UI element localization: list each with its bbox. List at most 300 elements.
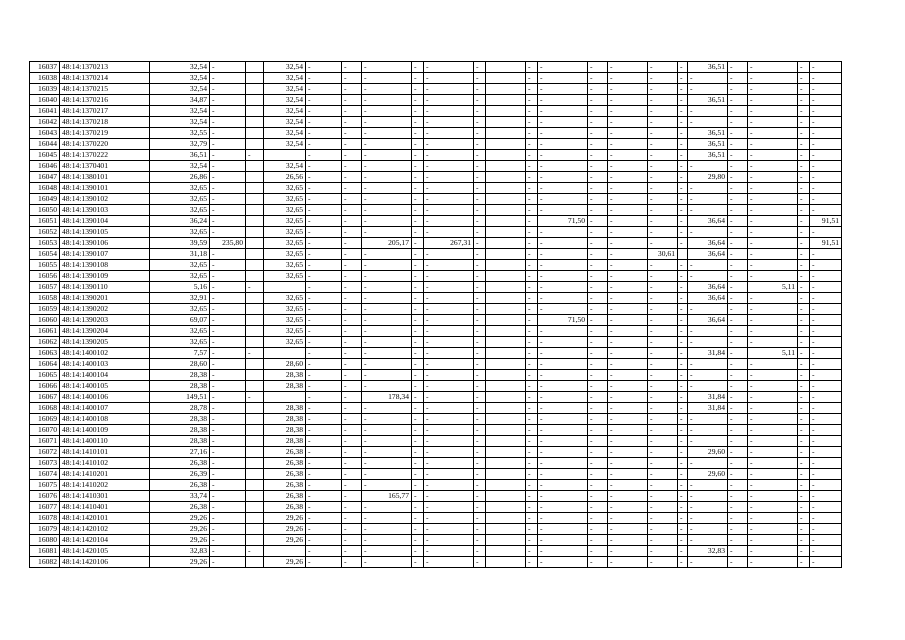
- cell-cadastral-number: 48:14:1370218: [60, 117, 150, 128]
- cell-value-total: 32,54: [150, 161, 210, 172]
- cell-value-col-c: 32,54: [264, 106, 306, 117]
- cell-value-col-d: -: [306, 62, 342, 73]
- cell-value-col-q: -: [688, 227, 728, 238]
- cell-value-col-g: -: [412, 535, 424, 546]
- cell-value-col-f: -: [362, 359, 412, 370]
- cell-value-col-h: -: [424, 271, 474, 282]
- cell-value-col-d: -: [306, 359, 342, 370]
- cell-value-col-d: -: [306, 293, 342, 304]
- cell-value-col-j: [486, 469, 526, 480]
- cell-value-col-l: -: [538, 403, 588, 414]
- cell-value-col-h: -: [424, 326, 474, 337]
- cell-value-col-o: -: [648, 447, 678, 458]
- cell-value-col-q: -: [688, 183, 728, 194]
- cell-value-col-t: -: [798, 150, 810, 161]
- cell-value-col-u: 91,51: [810, 238, 842, 249]
- cell-value-col-p: -: [678, 326, 688, 337]
- cell-value-col-k: -: [526, 73, 538, 84]
- cell-value-col-p: -: [678, 546, 688, 557]
- cell-value-col-i: -: [474, 216, 486, 227]
- cell-value-col-r: -: [728, 227, 748, 238]
- cell-cadastral-number: 48:14:1420106: [60, 557, 150, 568]
- cell-value-col-l: 71,50: [538, 315, 588, 326]
- cell-row-number: 16045: [30, 150, 60, 161]
- cell-value-col-k: -: [526, 271, 538, 282]
- cell-value-col-m: -: [588, 337, 608, 348]
- cell-value-col-o: -: [648, 304, 678, 315]
- cell-value-col-e: -: [342, 238, 362, 249]
- cell-value-col-l: -: [538, 447, 588, 458]
- cell-value-col-r: -: [728, 205, 748, 216]
- cell-value-col-f: -: [362, 249, 412, 260]
- cell-row-number: 16079: [30, 524, 60, 535]
- cell-value-col-n: -: [608, 249, 648, 260]
- cell-value-col-p: -: [678, 260, 688, 271]
- cell-value-col-b: [246, 194, 264, 205]
- cell-value-col-r: -: [728, 84, 748, 95]
- cell-value-col-i: -: [474, 337, 486, 348]
- cell-value-col-e: -: [342, 392, 362, 403]
- cell-value-col-t: -: [798, 106, 810, 117]
- cell-value-col-q: -: [688, 304, 728, 315]
- cell-value-col-k: -: [526, 238, 538, 249]
- cell-value-col-f: -: [362, 348, 412, 359]
- cell-value-col-l: -: [538, 458, 588, 469]
- table-row: [30, 205, 842, 216]
- cell-value-col-o: -: [648, 227, 678, 238]
- cell-value-col-t: -: [798, 84, 810, 95]
- cell-value-col-q: -: [688, 436, 728, 447]
- cell-value-col-q: -: [688, 73, 728, 84]
- table-row: [30, 150, 842, 161]
- cell-value-col-s: -: [748, 249, 798, 260]
- cell-value-col-g: -: [412, 403, 424, 414]
- cell-value-col-a: -: [210, 95, 246, 106]
- cell-value-col-j: [486, 216, 526, 227]
- cell-value-col-d: -: [306, 216, 342, 227]
- cell-value-col-o: -: [648, 161, 678, 172]
- cell-value-col-l: -: [538, 183, 588, 194]
- table-row: [30, 403, 842, 414]
- cell-value-col-f: 178,34: [362, 392, 412, 403]
- cell-value-col-p: -: [678, 447, 688, 458]
- cell-value-col-s: -: [748, 326, 798, 337]
- cell-value-col-n: -: [608, 139, 648, 150]
- cell-value-col-f: -: [362, 458, 412, 469]
- cell-value-col-p: -: [678, 183, 688, 194]
- cell-value-col-o: -: [648, 150, 678, 161]
- cell-value-col-b: -: [246, 348, 264, 359]
- cell-value-col-f: -: [362, 425, 412, 436]
- cell-value-col-j: [486, 73, 526, 84]
- cell-value-col-q: -: [688, 458, 728, 469]
- cell-row-number: 16054: [30, 249, 60, 260]
- cell-value-col-d: -: [306, 117, 342, 128]
- cell-value-col-b: [246, 304, 264, 315]
- cell-value-col-p: -: [678, 150, 688, 161]
- cell-row-number: 16067: [30, 392, 60, 403]
- cell-value-col-r: -: [728, 425, 748, 436]
- cell-row-number: 16044: [30, 139, 60, 150]
- cell-value-col-e: -: [342, 117, 362, 128]
- cell-value-col-h: -: [424, 194, 474, 205]
- cell-value-col-i: -: [474, 469, 486, 480]
- cell-value-total: 26,86: [150, 172, 210, 183]
- table-row: [30, 128, 842, 139]
- cell-value-col-a: -: [210, 249, 246, 260]
- cell-value-col-a: -: [210, 458, 246, 469]
- cell-value-col-s: -: [748, 337, 798, 348]
- cell-value-col-s: -: [748, 414, 798, 425]
- cell-value-col-g: -: [412, 447, 424, 458]
- cell-value-col-u: -: [810, 227, 842, 238]
- cell-value-col-t: -: [798, 73, 810, 84]
- cell-value-col-p: -: [678, 436, 688, 447]
- cell-value-col-s: -: [748, 172, 798, 183]
- cell-value-col-c: 26,38: [264, 469, 306, 480]
- cell-value-col-u: -: [810, 194, 842, 205]
- cell-value-col-b: -: [246, 150, 264, 161]
- cell-value-col-o: -: [648, 128, 678, 139]
- cell-row-number: 16071: [30, 436, 60, 447]
- cell-value-col-i: -: [474, 348, 486, 359]
- cell-value-col-u: -: [810, 150, 842, 161]
- cell-value-col-m: -: [588, 139, 608, 150]
- cell-value-col-d: -: [306, 315, 342, 326]
- cell-value-col-o: -: [648, 414, 678, 425]
- cell-value-col-s: -: [748, 535, 798, 546]
- cell-value-col-s: -: [748, 95, 798, 106]
- cell-value-col-d: -: [306, 392, 342, 403]
- cell-value-col-o: -: [648, 502, 678, 513]
- cell-value-col-f: -: [362, 447, 412, 458]
- cell-value-col-t: -: [798, 381, 810, 392]
- table-row: [30, 106, 842, 117]
- cell-value-total: 5,16: [150, 282, 210, 293]
- cell-value-col-q: 31,84: [688, 403, 728, 414]
- cell-value-col-l: -: [538, 392, 588, 403]
- cell-value-col-o: -: [648, 469, 678, 480]
- cell-value-col-i: -: [474, 502, 486, 513]
- cell-value-col-k: -: [526, 326, 538, 337]
- cell-value-col-d: -: [306, 513, 342, 524]
- cell-value-col-h: -: [424, 370, 474, 381]
- cell-value-col-p: -: [678, 161, 688, 172]
- cell-value-total: 26,38: [150, 480, 210, 491]
- cell-value-col-j: [486, 271, 526, 282]
- cell-value-col-a: -: [210, 227, 246, 238]
- cell-value-col-u: -: [810, 359, 842, 370]
- cell-value-col-r: -: [728, 62, 748, 73]
- cell-value-col-l: -: [538, 128, 588, 139]
- cell-value-col-b: [246, 183, 264, 194]
- cell-value-col-c: 29,26: [264, 513, 306, 524]
- cell-value-col-k: -: [526, 260, 538, 271]
- cell-value-col-p: -: [678, 370, 688, 381]
- cell-value-col-d: -: [306, 425, 342, 436]
- cell-value-col-a: -: [210, 293, 246, 304]
- cell-value-col-a: -: [210, 436, 246, 447]
- cell-value-col-j: [486, 557, 526, 568]
- cell-value-col-h: -: [424, 436, 474, 447]
- cell-value-col-q: -: [688, 425, 728, 436]
- cell-value-col-h: -: [424, 128, 474, 139]
- cell-value-col-a: -: [210, 469, 246, 480]
- cell-value-col-l: -: [538, 370, 588, 381]
- cell-value-col-g: -: [412, 194, 424, 205]
- cell-value-col-n: -: [608, 491, 648, 502]
- cell-value-col-t: -: [798, 139, 810, 150]
- cell-value-col-k: -: [526, 436, 538, 447]
- cell-value-col-q: 29,60: [688, 469, 728, 480]
- cell-value-col-i: -: [474, 282, 486, 293]
- cell-value-col-f: -: [362, 293, 412, 304]
- cell-value-col-t: -: [798, 359, 810, 370]
- cell-value-col-r: -: [728, 117, 748, 128]
- cell-row-number: 16066: [30, 381, 60, 392]
- cell-value-col-q: -: [688, 194, 728, 205]
- cell-value-col-i: -: [474, 447, 486, 458]
- cell-value-col-d: -: [306, 491, 342, 502]
- table-row: [30, 95, 842, 106]
- cell-value-col-m: -: [588, 128, 608, 139]
- cell-value-col-o: -: [648, 84, 678, 95]
- cell-value-col-c: 32,65: [264, 238, 306, 249]
- cell-value-col-m: -: [588, 414, 608, 425]
- cell-value-col-i: -: [474, 370, 486, 381]
- cell-value-col-q: -: [688, 524, 728, 535]
- cell-value-col-m: -: [588, 425, 608, 436]
- cell-value-col-b: [246, 271, 264, 282]
- cell-value-col-j: [486, 535, 526, 546]
- cell-value-col-g: -: [412, 183, 424, 194]
- cell-value-col-k: -: [526, 227, 538, 238]
- cell-value-col-n: -: [608, 128, 648, 139]
- cell-value-col-b: [246, 238, 264, 249]
- cell-value-col-d: -: [306, 84, 342, 95]
- cell-value-col-p: -: [678, 403, 688, 414]
- cell-value-total: 32,54: [150, 117, 210, 128]
- cell-value-col-u: -: [810, 205, 842, 216]
- cell-value-col-m: -: [588, 524, 608, 535]
- cell-value-col-i: -: [474, 524, 486, 535]
- cell-value-col-n: -: [608, 260, 648, 271]
- cell-value-col-p: -: [678, 84, 688, 95]
- cell-value-col-s: -: [748, 139, 798, 150]
- cell-value-col-o: -: [648, 403, 678, 414]
- cell-value-col-f: -: [362, 106, 412, 117]
- cell-value-col-e: -: [342, 161, 362, 172]
- cell-value-col-q: 36,64: [688, 315, 728, 326]
- cell-value-col-i: -: [474, 172, 486, 183]
- cell-value-col-i: -: [474, 381, 486, 392]
- cell-value-col-e: -: [342, 205, 362, 216]
- cell-value-col-a: -: [210, 546, 246, 557]
- cell-value-col-a: -: [210, 392, 246, 403]
- cell-value-col-u: -: [810, 95, 842, 106]
- cell-value-col-j: [486, 150, 526, 161]
- cell-value-col-b: [246, 436, 264, 447]
- cell-value-total: 32,83: [150, 546, 210, 557]
- cell-value-col-t: -: [798, 304, 810, 315]
- cell-value-col-t: -: [798, 128, 810, 139]
- cell-value-col-u: -: [810, 348, 842, 359]
- cell-value-col-b: [246, 84, 264, 95]
- cell-value-col-a: -: [210, 62, 246, 73]
- cell-value-col-q: 36,51: [688, 128, 728, 139]
- cell-value-col-b: [246, 172, 264, 183]
- cell-value-col-o: -: [648, 436, 678, 447]
- cell-value-col-s: -: [748, 546, 798, 557]
- cell-value-col-m: -: [588, 436, 608, 447]
- cell-value-col-i: -: [474, 535, 486, 546]
- cell-value-col-g: -: [412, 458, 424, 469]
- cell-value-col-i: -: [474, 392, 486, 403]
- cell-value-col-q: -: [688, 502, 728, 513]
- cell-value-col-c: 32,65: [264, 315, 306, 326]
- cell-value-col-m: -: [588, 469, 608, 480]
- cell-value-col-p: -: [678, 293, 688, 304]
- table-row: [30, 249, 842, 260]
- cell-value-col-m: -: [588, 326, 608, 337]
- cell-value-col-n: -: [608, 425, 648, 436]
- cell-value-col-f: -: [362, 117, 412, 128]
- cell-value-col-h: -: [424, 293, 474, 304]
- cell-value-col-j: [486, 447, 526, 458]
- cell-row-number: 16070: [30, 425, 60, 436]
- cell-value-col-u: -: [810, 139, 842, 150]
- cell-row-number: 16052: [30, 227, 60, 238]
- cell-value-col-h: -: [424, 392, 474, 403]
- cell-cadastral-number: 48:14:1400103: [60, 359, 150, 370]
- cell-value-col-q: -: [688, 161, 728, 172]
- cell-value-col-g: -: [412, 469, 424, 480]
- cell-cadastral-number: 48:14:1410202: [60, 480, 150, 491]
- cell-value-col-o: -: [648, 546, 678, 557]
- cell-value-col-u: -: [810, 73, 842, 84]
- cell-value-col-b: [246, 128, 264, 139]
- cell-value-col-k: -: [526, 524, 538, 535]
- cell-value-col-i: -: [474, 95, 486, 106]
- cell-value-col-d: -: [306, 194, 342, 205]
- cell-value-col-s: -: [748, 117, 798, 128]
- cell-value-col-a: -: [210, 139, 246, 150]
- cell-value-col-b: [246, 205, 264, 216]
- cell-value-col-s: -: [748, 370, 798, 381]
- cell-value-col-c: 29,26: [264, 557, 306, 568]
- cell-row-number: 16048: [30, 183, 60, 194]
- cell-value-col-o: -: [648, 359, 678, 370]
- cell-value-col-j: [486, 381, 526, 392]
- cell-value-col-o: -: [648, 95, 678, 106]
- cell-value-col-l: -: [538, 326, 588, 337]
- cell-value-col-b: [246, 447, 264, 458]
- cell-value-col-q: 31,84: [688, 392, 728, 403]
- cell-value-col-s: -: [748, 271, 798, 282]
- cell-value-col-g: -: [412, 139, 424, 150]
- cell-value-col-r: -: [728, 183, 748, 194]
- cell-value-col-l: -: [538, 469, 588, 480]
- cell-value-col-k: -: [526, 62, 538, 73]
- cell-value-col-i: -: [474, 414, 486, 425]
- cell-value-col-p: -: [678, 469, 688, 480]
- cell-value-col-k: -: [526, 216, 538, 227]
- table-row: [30, 546, 842, 557]
- cell-value-col-e: -: [342, 95, 362, 106]
- cell-value-col-u: -: [810, 128, 842, 139]
- cell-value-col-n: -: [608, 546, 648, 557]
- cell-value-col-f: -: [362, 546, 412, 557]
- cell-value-col-f: -: [362, 205, 412, 216]
- cell-value-total: 36,51: [150, 150, 210, 161]
- cell-value-col-l: -: [538, 282, 588, 293]
- cell-value-col-e: -: [342, 216, 362, 227]
- cell-row-number: 16049: [30, 194, 60, 205]
- cell-value-col-b: [246, 161, 264, 172]
- cell-value-col-j: [486, 403, 526, 414]
- cell-value-total: 32,79: [150, 139, 210, 150]
- cell-value-col-e: -: [342, 447, 362, 458]
- cell-value-col-b: [246, 370, 264, 381]
- cell-value-col-r: -: [728, 150, 748, 161]
- cell-cadastral-number: 48:14:1400102: [60, 348, 150, 359]
- cell-value-col-m: -: [588, 348, 608, 359]
- cell-value-col-t: -: [798, 183, 810, 194]
- cell-value-col-p: -: [678, 392, 688, 403]
- cell-value-col-m: -: [588, 227, 608, 238]
- cell-value-col-t: -: [798, 161, 810, 172]
- cell-value-col-m: -: [588, 315, 608, 326]
- cell-value-col-h: -: [424, 249, 474, 260]
- cell-value-col-l: -: [538, 106, 588, 117]
- cell-value-col-l: -: [538, 491, 588, 502]
- cell-value-col-t: -: [798, 293, 810, 304]
- cell-value-col-g: -: [412, 128, 424, 139]
- cell-value-col-p: -: [678, 117, 688, 128]
- cell-value-total: 28,38: [150, 370, 210, 381]
- cell-value-col-i: -: [474, 546, 486, 557]
- cell-value-col-t: -: [798, 524, 810, 535]
- cell-value-col-o: -: [648, 282, 678, 293]
- cell-value-total: 26,39: [150, 469, 210, 480]
- cell-value-col-s: -: [748, 436, 798, 447]
- cell-row-number: 16072: [30, 447, 60, 458]
- cell-cadastral-number: 48:14:1370217: [60, 106, 150, 117]
- cell-value-col-e: -: [342, 403, 362, 414]
- cell-value-col-p: -: [678, 238, 688, 249]
- cell-value-col-u: -: [810, 480, 842, 491]
- cell-value-col-u: -: [810, 282, 842, 293]
- cell-value-col-k: -: [526, 557, 538, 568]
- cell-value-col-e: -: [342, 381, 362, 392]
- cell-value-col-p: -: [678, 73, 688, 84]
- cell-value-col-b: [246, 227, 264, 238]
- cell-value-col-m: -: [588, 480, 608, 491]
- cell-value-col-p: -: [678, 491, 688, 502]
- cell-value-col-n: -: [608, 205, 648, 216]
- cell-value-col-t: -: [798, 370, 810, 381]
- cell-value-col-p: -: [678, 216, 688, 227]
- cell-value-col-b: [246, 326, 264, 337]
- cell-value-col-u: 91,51: [810, 216, 842, 227]
- cell-value-col-h: -: [424, 480, 474, 491]
- cell-value-col-b: [246, 62, 264, 73]
- cell-value-col-s: -: [748, 293, 798, 304]
- cell-value-col-o: -: [648, 392, 678, 403]
- cell-value-col-e: -: [342, 414, 362, 425]
- cell-value-col-j: [486, 491, 526, 502]
- cell-value-col-n: -: [608, 326, 648, 337]
